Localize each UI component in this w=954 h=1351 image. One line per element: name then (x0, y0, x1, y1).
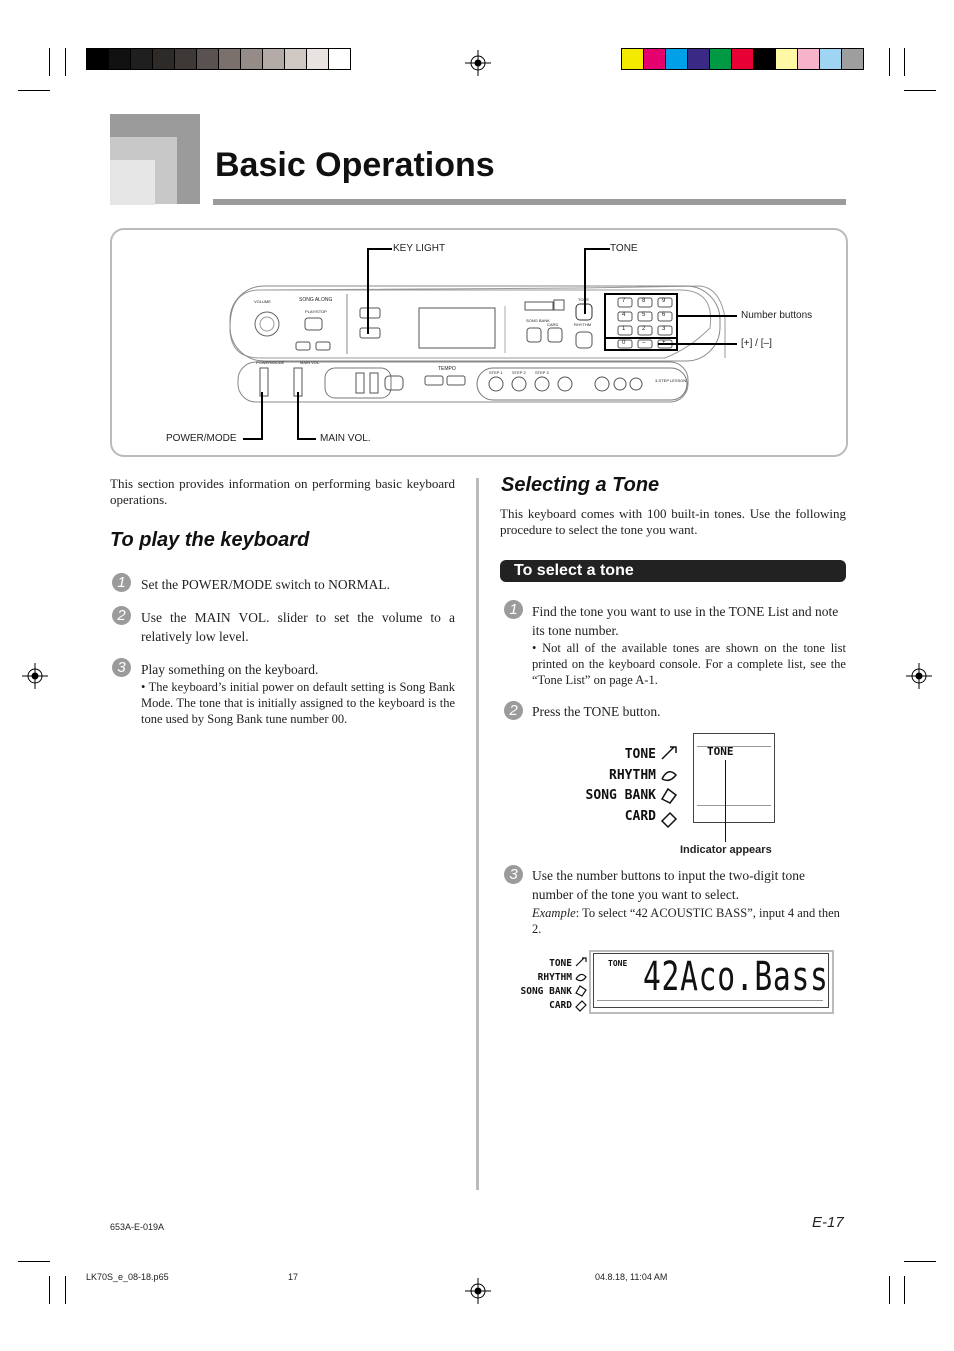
color-swatch (798, 49, 820, 69)
console-card-label: CARD (547, 322, 559, 327)
color-swatch (263, 49, 285, 69)
console-number-key: 3 (662, 326, 666, 332)
color-swatch (109, 49, 131, 69)
tone-guitar-icon (576, 958, 586, 966)
card-icon (576, 1001, 586, 1011)
console-number-key: 4 (622, 312, 626, 318)
color-swatch (688, 49, 710, 69)
song-bank-icon (576, 986, 586, 996)
section-heading-play: To play the keyboard (110, 529, 310, 551)
sheet-number: 17 (288, 1272, 299, 1282)
color-swatch (644, 49, 666, 69)
mode-rhythm-label: RHYTHM (537, 972, 572, 983)
column-divider (476, 478, 479, 1190)
plus-minus-label: [+] / [–] (741, 338, 772, 349)
step-text: Play something on the keyboard. (141, 662, 319, 677)
song-bank-icon (662, 789, 676, 803)
crop-mark (904, 90, 936, 91)
main-vol-label: MAIN VOL. (320, 433, 371, 444)
console-number-key: 8 (642, 298, 646, 304)
document-code: 653A-E-019A (110, 1222, 165, 1232)
console-number-key: – (642, 340, 646, 346)
registration-mark-icon (465, 50, 491, 76)
console-number-key: 5 (642, 312, 646, 318)
color-swatch-bar (621, 48, 864, 70)
example-label: Example (532, 906, 576, 920)
step-text: Press the TONE button. (532, 704, 661, 719)
crop-mark (889, 1276, 890, 1304)
step-number-badge: 2 (504, 701, 523, 720)
registration-mark-icon (22, 663, 48, 689)
console-tempo-label: TEMPO (438, 366, 456, 372)
crop-mark (49, 1276, 50, 1304)
lcd-tone-indicator: TONE (707, 745, 734, 758)
crop-mark (65, 1276, 66, 1304)
mode-rhythm-label: RHYTHM (609, 767, 656, 783)
registration-mark-icon (906, 663, 932, 689)
registration-mark-icon (465, 1278, 491, 1304)
grayscale-swatch-bar (86, 48, 351, 70)
step-number-badge: 1 (112, 573, 131, 592)
mode-card-label: CARD (624, 808, 656, 824)
console-tone-label: TONE (578, 297, 590, 302)
step-number-badge: 3 (504, 865, 523, 884)
color-swatch (87, 49, 109, 69)
tone-guitar-icon (662, 747, 676, 759)
color-swatch (131, 49, 153, 69)
crop-mark (65, 48, 66, 76)
console-step2-label: STEP 2 (512, 370, 526, 375)
step-note: • The keyboard’s initial power on default setting is Song Bank Mode. The tone that is initially assigned to the keyboard is the tone used by Song Bank tune number 00. (141, 680, 455, 726)
lcd-divider (697, 805, 771, 806)
console-step3-label: STEP 3 (535, 370, 549, 375)
console-number-key: 6 (662, 312, 666, 318)
indicator-leader-line (725, 760, 726, 842)
file-name: LK70S_e_08-18.p65 (86, 1272, 169, 1282)
console-number-key: 1 (622, 326, 626, 332)
console-number-key: 0 (622, 340, 626, 346)
console-main-vol-label: MAIN VOL. (300, 360, 321, 365)
color-swatch (329, 49, 350, 69)
mode-list (540, 745, 656, 827)
color-swatch (285, 49, 307, 69)
section-heading-tone: Selecting a Tone (501, 474, 660, 496)
subheading-bar: To select a tone (500, 560, 846, 582)
print-date: 04.8.18, 11:04 AM (595, 1272, 668, 1282)
color-swatch (820, 49, 842, 69)
color-swatch (307, 49, 329, 69)
rhythm-drum-icon (662, 772, 676, 781)
step-note: • Not all of the available tones are shown on the tone list printed on the keyboard console. For a complete list, see the “Tone List” on page A-1. (532, 641, 846, 687)
indicator-caption: Indicator appears (680, 844, 772, 856)
crop-mark (889, 48, 890, 76)
title-rule (213, 199, 846, 205)
color-swatch (842, 49, 863, 69)
crop-mark (904, 48, 905, 76)
tone-label: TONE (610, 243, 638, 254)
mode-tone-label: TONE (549, 958, 572, 969)
rhythm-drum-icon (576, 974, 586, 980)
power-mode-label: POWER/MODE (166, 433, 237, 444)
crop-mark (49, 48, 50, 76)
color-swatch (666, 49, 688, 69)
console-number-key: 2 (642, 326, 646, 332)
step-text: Set the POWER/MODE switch to NORMAL. (141, 577, 390, 592)
tone-intro-paragraph: This keyboard comes with 100 built-in tones. Use the following procedure to select the tone you want. (500, 506, 846, 537)
console-number-key: + (662, 340, 666, 346)
lcd-tone-indicator: TONE (608, 959, 628, 968)
mode-song-bank-label: SONG BANK (520, 986, 572, 997)
color-swatch (776, 49, 798, 69)
page-title: Basic Operations (215, 146, 495, 184)
example-text: : To select “42 ACOUSTIC BASS”, input 4 and then 2. (532, 906, 840, 936)
intro-paragraph: This section provides information on performing basic keyboard operations. (110, 476, 455, 507)
mode-card-label: CARD (549, 1000, 572, 1011)
step-text: Find the tone you want to use in the TONE List and note its tone number. (532, 604, 839, 638)
crop-mark (904, 1276, 905, 1304)
keyboard-console-drawing (110, 228, 848, 457)
number-buttons-label: Number buttons (741, 310, 813, 321)
mode-icons (658, 743, 682, 831)
step-text: Use the number buttons to input the two-digit tone number of the tone you want to select. (532, 868, 805, 902)
color-swatch (241, 49, 263, 69)
console-rhythm-label: RHYTHM (574, 322, 592, 327)
step-number-badge: 1 (504, 600, 523, 619)
console-number-key: 7 (622, 298, 626, 304)
example-note (532, 905, 846, 937)
crop-mark (18, 90, 50, 91)
color-swatch (622, 49, 644, 69)
page-number: E-17 (812, 1214, 844, 1231)
mode-song-bank-label: SONG BANK (585, 788, 656, 803)
color-swatch (175, 49, 197, 69)
header-decoration (110, 160, 155, 205)
mode-icons (574, 955, 590, 1013)
color-swatch (754, 49, 776, 69)
console-song-along-label: SONG ALONG (299, 297, 333, 303)
step-text: Use the MAIN VOL. slider to set the volume to a relatively low level. (141, 610, 455, 644)
crop-mark (18, 1261, 50, 1262)
mode-list (494, 957, 572, 1013)
console-number-key: 9 (662, 298, 666, 304)
color-swatch (153, 49, 175, 69)
console-volume-label: VOLUME (254, 299, 271, 304)
console-song-bank-label: SONG BANK (526, 318, 550, 323)
lcd-tone-readout: 42Aco.Bass (643, 954, 829, 1000)
card-icon (662, 813, 676, 827)
console-step1-label: STEP 1 (489, 370, 503, 375)
color-swatch (710, 49, 732, 69)
key-light-label: KEY LIGHT (393, 243, 446, 254)
step-number-badge: 2 (112, 606, 131, 625)
console-play-stop-label: PLAY/STOP (305, 309, 327, 314)
console-lesson-label: 3-STEP LESSON (655, 378, 687, 383)
color-swatch (197, 49, 219, 69)
color-swatch (219, 49, 241, 69)
crop-mark (904, 1261, 936, 1262)
step-number-badge: 3 (112, 658, 131, 677)
console-power-mode-label: POWER/MODE (256, 360, 285, 365)
mode-tone-label: TONE (624, 747, 656, 762)
color-swatch (732, 49, 754, 69)
